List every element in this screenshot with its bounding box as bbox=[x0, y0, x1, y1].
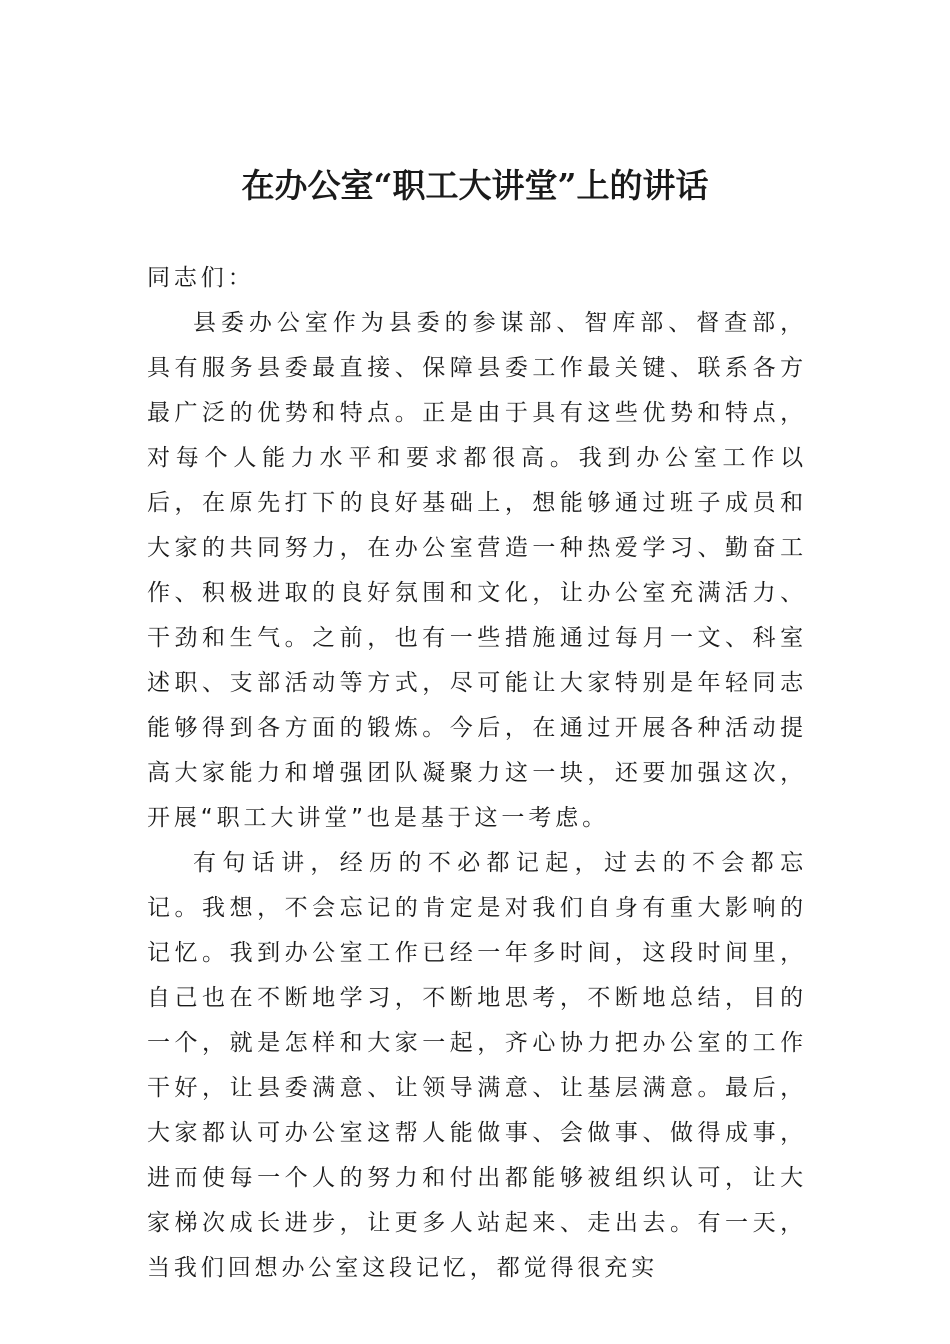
paragraph-2: 有句话讲，经历的不必都记起，过去的不会都忘记。我想，不会忘记的肯定是对我们自身有重大影响的记忆。我到办公室工作已经一年多时间，这段时间里，自己也在不断地学习，不断地思考，不断地总结，目的一个，就是怎样和大家一起，齐心协力把办公室的工作干好，让县委满意、让领导满意、让基层满意。最后，大家都认可办公室这帮人能做事、会做事、做得成事，进而使每一个人的努力和付出都能够被组织认可，让大家梯次成长进步，让更多人站起来、走出去。有一天，当我们回想办公室这段记忆，都觉得很充实 bbox=[147, 850, 807, 1281]
paragraph-1: 县委办公室作为县委的参谋部、智库部、督查部，具有服务县委最直接、保障县委工作最关键、联系各方最广泛的优势和特点。正是由于具有这些优势和特点，对每个人能力水平和要求都很高。我到办公室工作以后，在原先打下的良好基础上，想能够通过班子成员和大家的共同努力，在办公室营造一种热爱学习、勤奋工作、积极进取的良好氛围和文化，让办公室充满活力、干劲和生气。之前，也有一些措施通过每月一文、科室述职、支部活动等方式，尽可能让大家特别是年轻同志能够得到各方面的锻炼。今后，在通过开展各种活动提高大家能力和增强团队凝聚力这一块，还要加强这次，开展“职工大讲堂”也是基于这一考虑。 bbox=[147, 310, 807, 831]
document-body bbox=[147, 256, 807, 1291]
document-title: 在办公室“职工大讲堂”上的讲话 bbox=[241, 166, 709, 205]
salutation: 同志们： bbox=[147, 265, 255, 291]
